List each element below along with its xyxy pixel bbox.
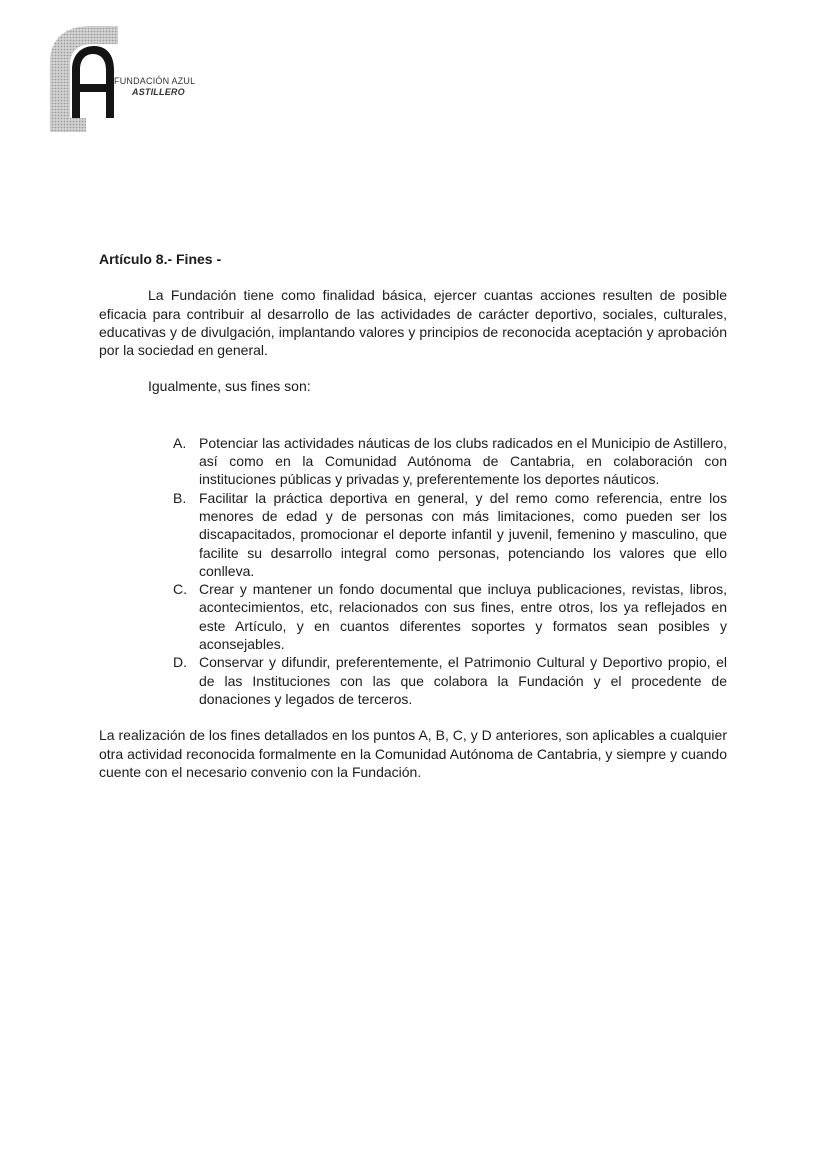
fines-list — [99, 434, 727, 708]
list-item — [173, 434, 727, 489]
list-item — [173, 489, 727, 580]
foundation-logo — [48, 24, 208, 134]
document-body — [99, 250, 727, 781]
list-item-letter: C. — [173, 581, 187, 598]
list-item-letter: A. — [173, 434, 187, 451]
list-item — [173, 580, 727, 653]
list-item-text: Potenciar las actividades náuticas de los clubs radicados en el Municipio de Astillero, así como en la Comunidad Autónoma de Cantabria, en colaboración con instituciones públicas y privadas y, preferentemente los deportes náuticos. — [199, 434, 727, 488]
list-item-text: Conservar y difundir, preferentemente, el Patrimonio Cultural y Deportivo propio, el de las Instituciones con las que colabora la Fundación y el procedente de donaciones y legados de terceros. — [199, 654, 727, 707]
logo-fa-mark-icon — [48, 24, 118, 132]
list-item-letter: B. — [173, 489, 187, 506]
intro-paragraph: La Fundación tiene como finalidad básica, ejercer cuantas acciones resulten de posible eficacia para contribuir al desarrollo de las actividades de carácter deportivo, sociales, culturales, educativas y de divulgación, implantando valores y principios de reconocida aceptación y aprobación por la sociedad en general. — [99, 287, 727, 359]
logo-line-2: ASTILLERO — [132, 87, 185, 97]
logo-text — [114, 76, 195, 98]
list-item-letter: D. — [173, 654, 187, 671]
lead-paragraph: Igualmente, sus fines son: — [148, 378, 311, 395]
closing-paragraph: La realización de los fines detallados en los puntos A, B, C, y D anteriores, son aplicables a cualquier otra actividad reconocida formalmente en la Comunidad Autónoma de Cantabria, y siempre y cuando cuente con el necesario convenio con la Fundación. — [99, 727, 727, 780]
logo-line-1: FUNDACIÓN AZUL — [114, 76, 196, 86]
list-item-text: Facilitar la práctica deportiva en general, y del remo como referencia, entre los menores de edad y de personas con más limitaciones, como pueden ser los discapacitados, promocionar el deporte infantil y juvenil, femenino y masculino, que facilite su desarrollo integral como personas, potenciando los valores que ello conlleva. — [199, 489, 727, 579]
article-heading: Artículo 8.- Fines - — [99, 251, 222, 267]
list-item-text: Crear y mantener un fondo documental que incluya publicaciones, revistas, libros, acontecimientos, etc, relacionados con sus fines, entre otros, los ya reflejados en este Artículo, y en cuantos diferentes soportes y formatos sean posibles y aconsejables. — [199, 581, 727, 653]
list-item — [173, 653, 727, 708]
